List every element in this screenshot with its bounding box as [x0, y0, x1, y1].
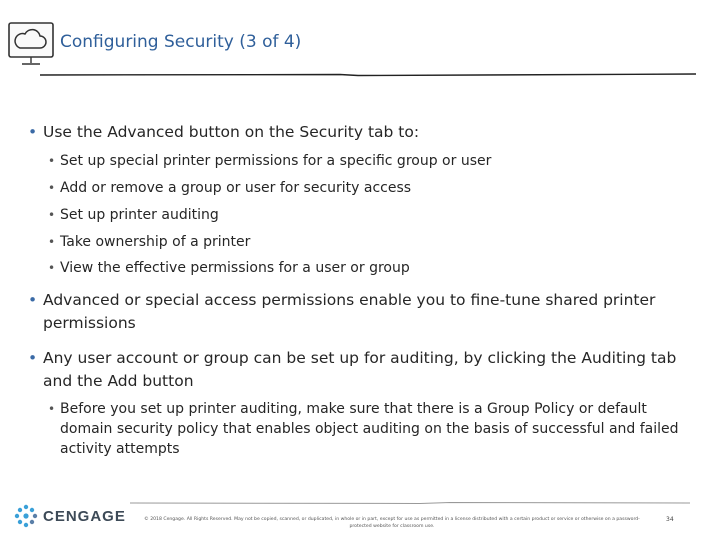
page-number: 34 [666, 516, 674, 523]
page-title: Configuring Security (3 of 4) [60, 32, 302, 52]
cengage-dots-icon [14, 504, 38, 528]
sub-bullet-auditing-note: • Before you set up printer auditing, make sure that there is a Group Policy or default domain security policy that enables object auditing on the basis of successful and failed activity attempts [48, 401, 679, 457]
sub-bullet: • Add or remove a group or user for security access [48, 180, 412, 196]
cengage-logo [14, 503, 126, 529]
footer-divider [130, 500, 690, 506]
bullet-dot: • [28, 123, 38, 141]
sub-bullet: • Set up printer auditing [48, 207, 219, 223]
bullet-advanced-button: • Use the Advanced button on the Security tab to: [28, 121, 688, 144]
bullet-auditing: • Any user account or group can be set up for auditing, by clicking the Auditing tab and the Add button [28, 349, 677, 390]
brand-name: CENGAGE [43, 507, 126, 525]
bullet-special-access: • Advanced or special access permissions enable you to fine-tune shared printer permissions [28, 291, 656, 332]
sub-bullet: • Set up special printer permissions for a specific group or user [48, 153, 492, 169]
sub-bullet: • Take ownership of a printer [48, 234, 251, 250]
sub-bullet: • View the effective permissions for a user or group [48, 260, 410, 276]
copyright-notice: © 2018 Cengage. All Rights Reserved. May not be copied, scanned, or duplicated, in whole or in part, except for use as permitted in a license distributed with a certain product or service or otherwise on a password-protected website for classroom use. [144, 517, 640, 529]
